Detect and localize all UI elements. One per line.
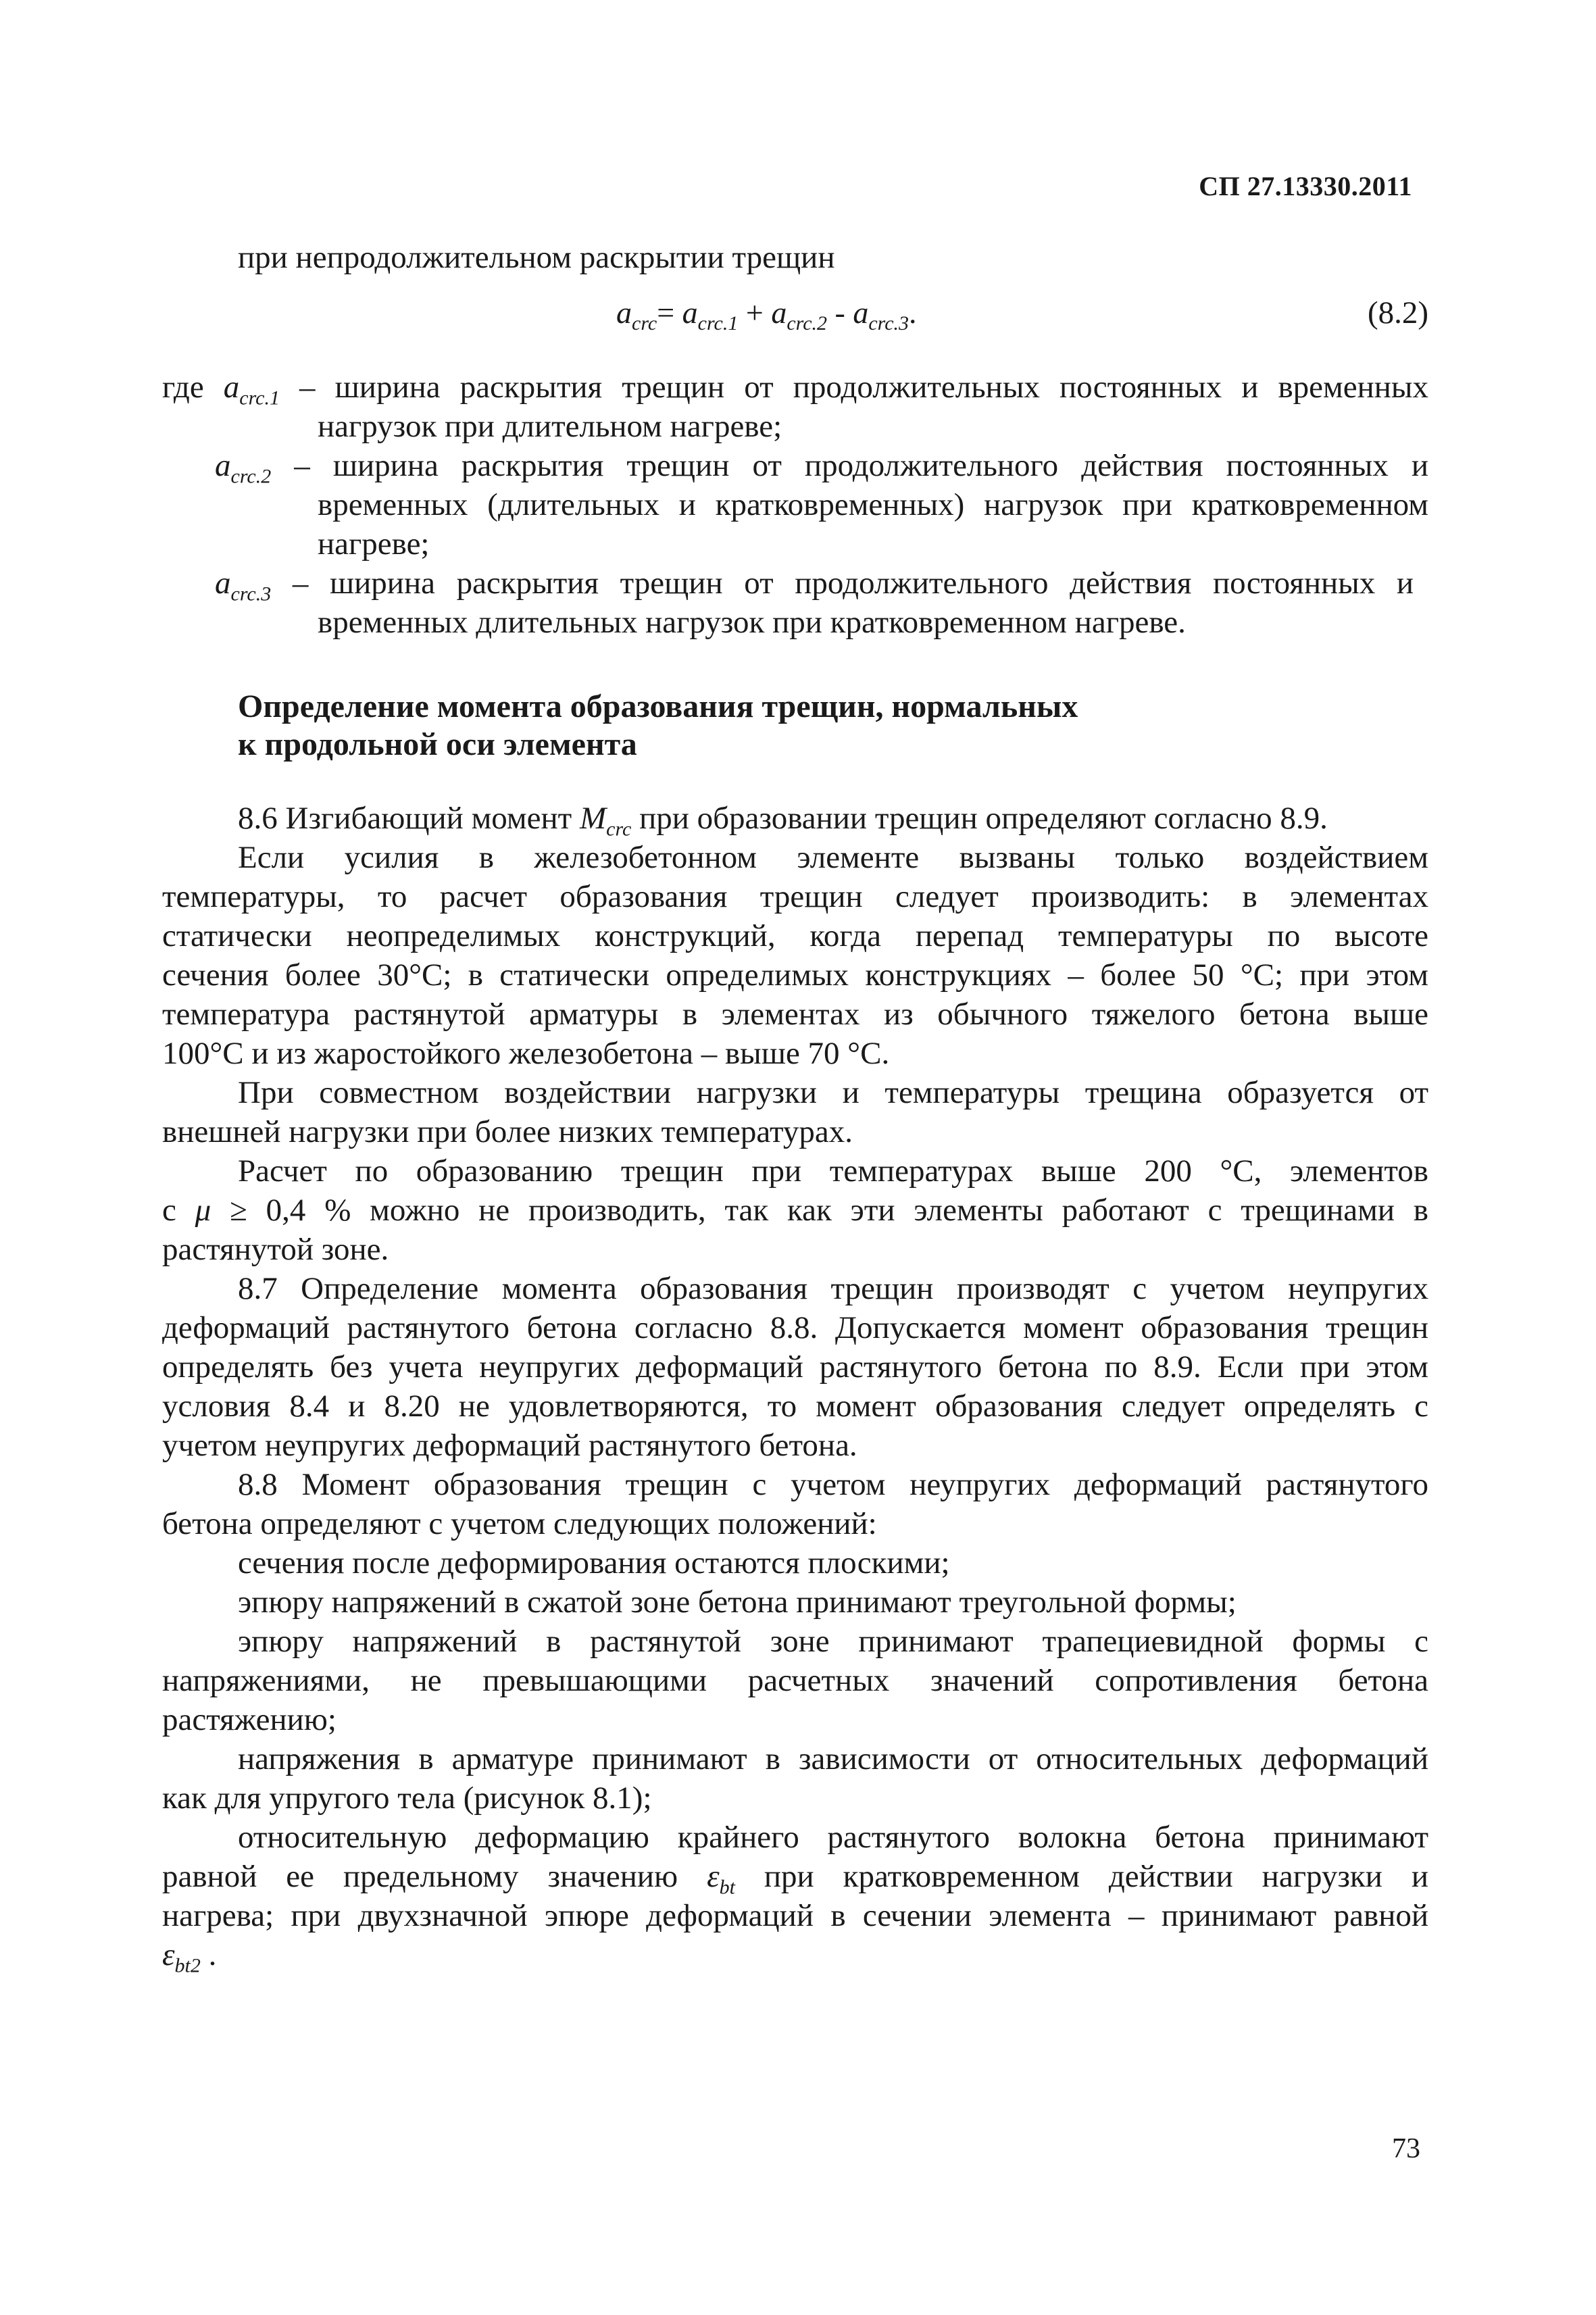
provision-item: эпюру напряжений в растянутой зоне принимают трапециевидной формы с <box>238 1624 1428 1659</box>
temperature-paragraph-line: 100°С и из жаростойкого железобетона – выше 70 °С. <box>162 1036 890 1071</box>
temperature-paragraph-line: сечения более 30°С; в статически определимых конструкциях – более 50 °С; при этом <box>162 957 1428 993</box>
provision-item-cont: как для упругого тела (рисунок 8.1); <box>162 1781 652 1816</box>
clause-8-6: 8.6 Изгибающий момент $M_{crc}$ при образовании трещин определяют согласно 8.9. <box>238 801 1328 841</box>
section-heading: Определение момента образования трещин, нормальных к продольной оси элемента <box>238 689 1078 762</box>
provision-item: относительную деформацию крайнего растянутого волокна бетона принимают <box>238 1820 1428 1855</box>
formula-8-2: $a_{crc}= a_{crc.1} + a_{crc.2} - a_{crc.3}$. <box>616 295 917 335</box>
high-temp-calc-line: Расчет по образованию трещин при температурах выше 200 °С, элементов <box>238 1153 1428 1189</box>
definition-crc3-cont: временных длительных нагрузок при кратковременном нагреве. <box>318 605 1186 640</box>
equation-number: (8.2) <box>1367 295 1428 330</box>
clause-8-8-line: бетона определяют с учетом следующих положений: <box>162 1506 877 1541</box>
provision-item: сечения после деформирования остаются плоскими; <box>238 1545 950 1580</box>
definition-crc1: где $a_{crc.1}$ – ширина раскрытия трещин от продолжительных постоянных и временных <box>162 370 1428 409</box>
high-temp-calc-line: с μ ≥ 0,4 % можно не производить, так как эти элементы работают с трещинами в <box>162 1193 1428 1228</box>
clause-8-7-line: учетом неупругих деформаций растянутого бетона. <box>162 1428 857 1463</box>
temperature-paragraph-line: температуры, то расчет образования трещин следует производить: в элементах <box>162 879 1428 914</box>
provision-item: напряжения в арматуре принимают в зависимости от относительных деформаций <box>238 1741 1428 1776</box>
provision-item: эпюру напряжений в сжатой зоне бетона принимают треугольной формы; <box>238 1585 1237 1620</box>
provision-item-cont: растяжению; <box>162 1702 336 1737</box>
high-temp-calc-line: растянутой зоне. <box>162 1232 389 1267</box>
provision-item-cont: напряжениями, не превышающими расчетных значений сопротивления бетона <box>162 1663 1428 1698</box>
definition-crc1-cont: нагрузок при длительном нагреве; <box>318 409 782 444</box>
provision-item-cont: нагрева; при двухзначной эпюре деформаций в сечении элемента – принимают равной <box>162 1898 1428 1933</box>
document-code: СП 27.13330.2011 <box>1199 171 1412 201</box>
page-number: 73 <box>1392 2133 1420 2164</box>
definition-crc2-cont2: нагреве; <box>318 526 430 562</box>
provision-item-cont: $\varepsilon_{bt2}$ . <box>162 1937 217 1977</box>
temperature-paragraph-line: температура растянутой арматуры в элементах из обычного тяжелого бетона выше <box>162 997 1428 1032</box>
provision-item-cont: равной ее предельному значению $\varepsilon_{bt}$ при кратковременном действии нагрузки и <box>162 1859 1429 1899</box>
definition-crc3: $a_{crc.3}$ – ширина раскрытия трещин от продолжительного действия постоянных и <box>215 566 1414 605</box>
clause-8-7-line: условия 8.4 и 8.20 не удовлетворяются, то момент образования следует определять с <box>162 1389 1428 1424</box>
temperature-paragraph-line: Если усилия в железобетонном элементе вызваны только воздействием <box>238 840 1428 875</box>
intro-line: при непродолжительном раскрытии трещин <box>238 240 835 275</box>
clause-8-7-line: 8.7 Определение момента образования трещин производят с учетом неупругих <box>238 1271 1428 1306</box>
definition-crc2-cont: временных (длительных и кратковременных) нагрузок при кратковременном <box>318 487 1428 522</box>
clause-8-7-line: деформаций растянутого бетона согласно 8.8. Допускается момент образования трещин <box>162 1310 1428 1345</box>
definition-crc2: $a_{crc.2}$ – ширина раскрытия трещин от продолжительного действия постоянных и <box>215 448 1428 488</box>
joint-action-line: При совместном воздействии нагрузки и температуры трещина образуется от <box>238 1075 1428 1110</box>
temperature-paragraph-line: статически неопределимых конструкций, когда перепад температуры по высоте <box>162 918 1428 953</box>
joint-action-line: внешней нагрузки при более низких температурах. <box>162 1114 853 1149</box>
clause-8-8-line: 8.8 Момент образования трещин с учетом неупругих деформаций растянутого <box>238 1467 1428 1502</box>
clause-8-7-line: определять без учета неупругих деформаций растянутого бетона по 8.9. Если при этом <box>162 1349 1428 1385</box>
